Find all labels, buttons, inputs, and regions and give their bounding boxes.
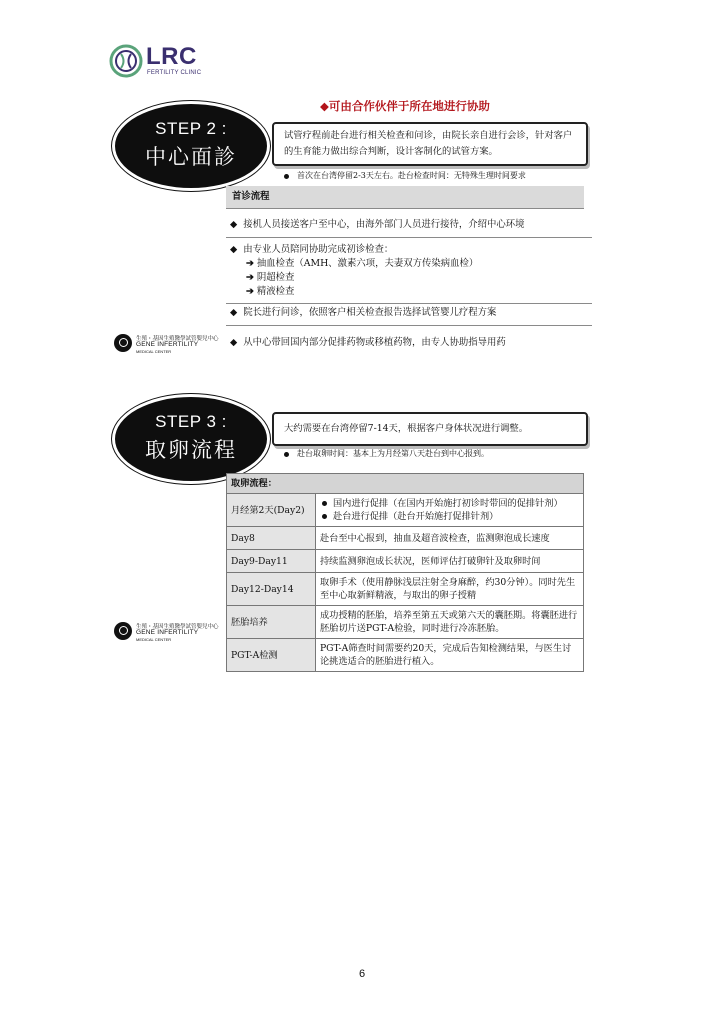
gene-logo-line1: 生殖・基因生殖醫學試管嬰兒中心 [136,336,219,342]
step2-item-1 [226,214,592,238]
step2-subitem-3: 精液检查 [256,286,295,297]
gene-logo-icon [114,622,132,640]
step2-list-header [226,186,584,209]
step2-note-text: 首次在台湾停留2-3天左右。赴台检查时间：无特殊生理时间要求 [297,171,526,180]
step2-item-3 [226,302,592,326]
row-label: 胚胎培养 [227,606,316,639]
row-label: Day8 [227,527,316,550]
row-content: 持续监测卵泡成长状况，医师评估打破卵针及取卵时间 [316,550,584,573]
bullet-dot [284,174,289,179]
step2-callout: 试管疗程前赴台进行相关检查和问诊，由院长亲自进行会诊，针对客户的生育能力做出综合判断，设计客制化的试管方案。 [272,122,588,166]
logo-subtitle: FERTILITY CLINIC [147,70,202,76]
step2-badge [112,101,270,191]
table-header-row [227,474,584,494]
bullet-dot [284,452,289,457]
step2-badge-name: 中心面診 [145,146,237,169]
row-content: 成功授精的胚胎，培养至第五天或第六天的囊胚期。将囊胚进行胚胎切片送PGT-A检验，同时进行冷冻胚胎。 [316,606,584,639]
table-row [227,527,584,550]
step2-red-heading: ◆可由合作伙伴于所在地进行协助 [320,99,490,113]
step3-note [284,448,489,459]
row-content: PGT-A筛查时间需要约20天，完成后告知检测结果，与医生讨论挑选适合的胚胎进行植入。 [316,639,584,672]
step2-subitem-1: 抽血检查（AMH、激素六项，夫妻双方传染病血检） [256,258,479,269]
step2-badge-step: STEP 2 : [155,119,227,138]
step2-subitem-2: 阴超检查 [256,272,295,283]
gene-logo-line3: MEDICAL CENTER [136,637,172,642]
diamond-icon: ◆ [230,244,238,255]
arrow-right-icon: ➔ [246,258,254,269]
row-line: 赴台进行促排（赴台开始施打促排针剂） [333,511,499,522]
step2-item-1-text: 接机人员接送客户至中心，由海外部门人员进行接待，介绍中心环境 [243,219,525,230]
step2-item-4 [226,332,592,355]
step2-note [284,170,526,181]
row-label: Day9-Day11 [227,550,316,573]
bullet-dot [322,501,327,506]
row-label: Day12-Day14 [227,573,316,606]
row-label: 月经第2天(Day2) [227,494,316,527]
gene-logo-line2: GENE INFERTILITY [136,341,199,348]
gene-logo-line2: GENE INFERTILITY [136,629,199,636]
step2-list-header-text: 首诊流程 [226,186,584,208]
table-header: 取卵流程： [227,474,584,494]
diamond-icon: ◆ [230,337,238,348]
bullet-dot [322,514,327,519]
row-content: 赴台至中心报到，抽血及超音波检查，监测卵泡成长速度 [316,527,584,550]
table-row [227,606,584,639]
step2-item-2-text: 由专业人员陪同协助完成初诊检查： [243,244,394,255]
page-number: 6 [358,968,366,980]
step2-item-3-text: 院长进行问诊，依照客户相关检查报告选择试管婴儿疗程方案 [243,307,497,318]
table-row [227,494,584,527]
step3-badge-name: 取卵流程 [145,439,237,462]
diamond-icon: ◆ [230,307,238,318]
step2-item-4-text: 从中心带回国内部分促排药物或移植药物，由专人协助指导用药 [243,337,506,348]
step2-item-2 [226,241,592,304]
row-label: PGT-A检测 [227,639,316,672]
row-content [316,494,584,527]
diamond-icon: ◆ [230,219,238,230]
logo-text: LRC [146,43,197,70]
egg-retrieval-table [226,473,584,672]
table-row [227,573,584,606]
table-row [227,639,584,672]
arrow-right-icon: ➔ [246,286,254,297]
table-row [227,550,584,573]
arrow-right-icon: ➔ [246,272,254,283]
step3-callout: 大约需要在台湾停留7-14天，根据客户身体状况进行调整。 [272,412,588,446]
gene-logo-icon [114,334,132,352]
row-line: 国内进行促排（在国内开始施打初诊时带回的促排针剂） [333,498,563,509]
step3-badge [112,394,270,484]
row-content: 取卵手术（使用静脉浅层注射全身麻醉，约30分钟）。同时先生至中心取新鲜精液，与取出的卵子授精 [316,573,584,606]
gene-logo-line3: MEDICAL CENTER [136,349,172,354]
gene-logo-line1: 生殖・基因生殖醫學試管嬰兒中心 [136,624,219,630]
step3-badge-step: STEP 3 : [155,412,227,431]
step3-note-text: 赴台取卵时间：基本上为月经第八天赴台到中心报到。 [297,449,489,458]
